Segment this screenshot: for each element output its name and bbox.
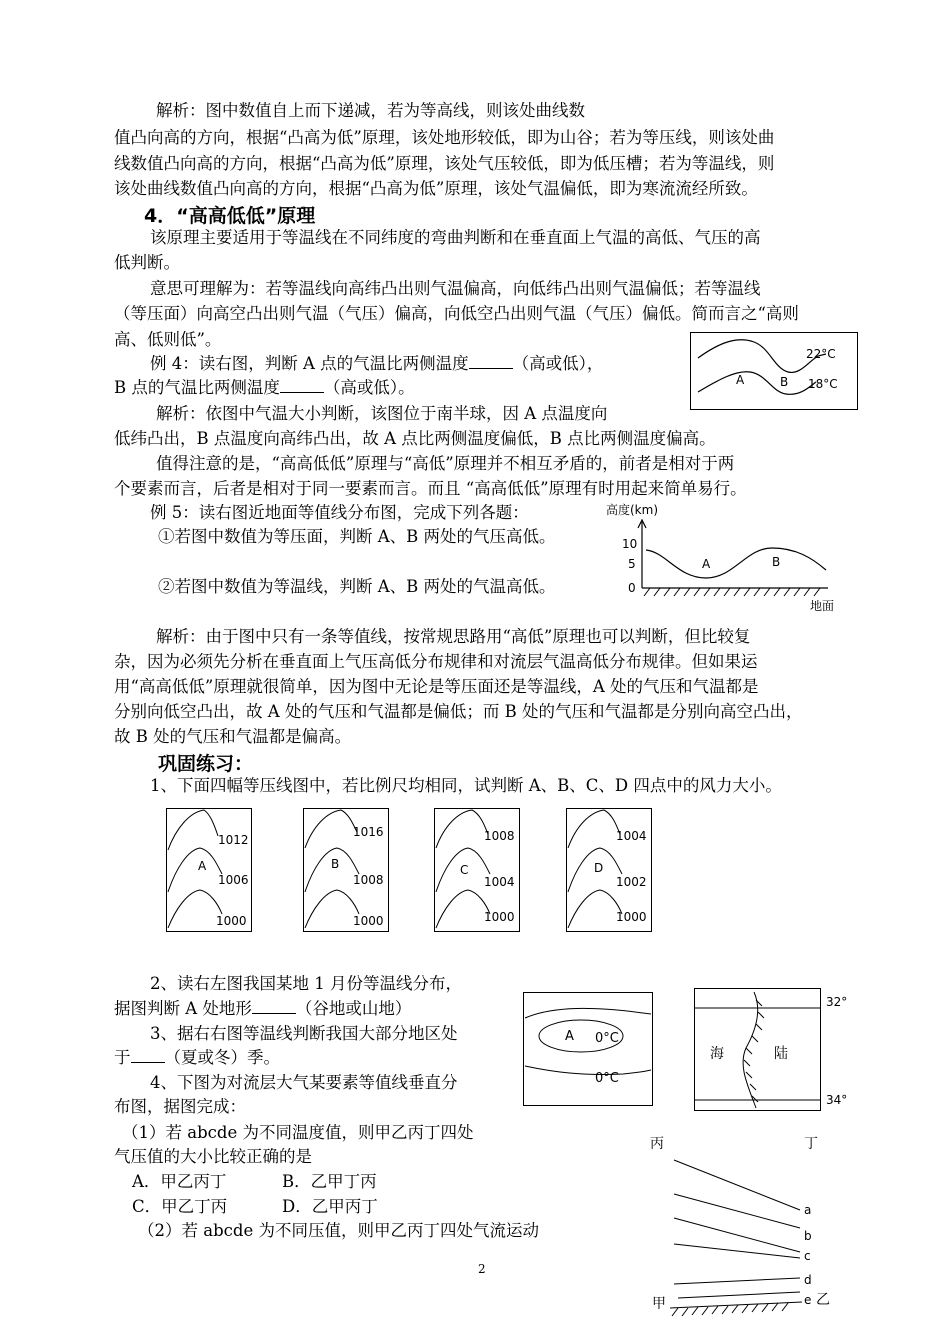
question-line: 布图，据图完成： [114, 1097, 246, 1116]
svg-text:海: 海 [710, 1046, 724, 1062]
svg-text:1006: 1006 [218, 873, 249, 887]
example-line: B 点的气温比两侧温度 （高或低）。 [114, 378, 415, 397]
svg-text:B: B [331, 857, 340, 871]
svg-text:1004: 1004 [484, 875, 515, 889]
question-line: （1）若 abcde 为不同温度值，则甲乙丙丁四处 [122, 1123, 474, 1142]
svg-text:1012: 1012 [218, 833, 249, 847]
isotherm-figure [690, 332, 858, 410]
page-number: 2 [478, 1262, 486, 1276]
svg-text:A: A [198, 859, 207, 873]
text-line: 个要素而言，后者是相对于同一要素而言。而且 “高高低低”原理有时用起来简单易行。 [114, 479, 747, 498]
svg-text:1000: 1000 [353, 914, 384, 928]
temp-label: 22°C [806, 347, 836, 361]
question-line: ②若图中数值为等温线，判断 A、B 两处的气温高低。 [158, 577, 556, 596]
text-line: 分别向低空凸出，故 A 处的气压和气温都是偏低；而 B 处的气压和气温都是分别向高空凸出， [114, 702, 803, 721]
answer-blank[interactable] [469, 354, 513, 369]
answer-blank[interactable] [131, 1048, 165, 1063]
svg-text:甲: 甲 [652, 1296, 666, 1312]
text-line: （等压面）向高空凸出则气温（气压）偏高，向低空凸出则气温（气压）偏低。简而言之“高则 [114, 304, 799, 323]
vertical-isoline-figure [648, 1132, 838, 1332]
height-isoline-figure [606, 500, 856, 615]
svg-text:34°: 34° [826, 1093, 848, 1107]
option-c[interactable]: C．甲乙丁丙 [132, 1197, 228, 1216]
temp-label: 18°C [808, 377, 838, 391]
isobar-map-c [434, 808, 520, 932]
isobar-map-b [303, 808, 389, 932]
question-line: 于 （夏或冬）季。 [114, 1048, 280, 1067]
point-label: B [772, 555, 781, 569]
svg-text:32°: 32° [826, 995, 848, 1009]
point-label: B [780, 375, 789, 389]
svg-text:c: c [804, 1249, 811, 1263]
question-line: 气压值的大小比较正确的是 [114, 1147, 312, 1166]
coast-figure [694, 986, 854, 1116]
svg-text:1016: 1016 [353, 825, 384, 839]
svg-text:乙: 乙 [816, 1292, 830, 1308]
question-line: 4、下图为对流层大气某要素等值线垂直分 [150, 1073, 458, 1092]
question-line: （2）若 abcde 为不同压值，则甲乙丙丁四处气流运动 [138, 1221, 539, 1240]
svg-text:A: A [565, 1029, 574, 1044]
option-d[interactable]: D．乙甲丙丁 [282, 1197, 378, 1216]
question-line: 2、读右左图我国某地 1 月份等温线分布， [150, 974, 462, 993]
y-tick: 5 [628, 557, 636, 571]
y-tick: 10 [622, 537, 638, 551]
question-line: 3、据右右图等温线判断我国大部分地区处 [150, 1024, 458, 1043]
question-line: ①若图中数值为等压面，判断 A、B 两处的气压高低。 [158, 527, 556, 546]
svg-text:1002: 1002 [616, 875, 647, 889]
svg-text:1000: 1000 [616, 910, 647, 924]
text-line: 解析：依图中气温大小判断，该图位于南半球，因 A 点温度向 [156, 404, 608, 423]
svg-text:陆: 陆 [774, 1046, 788, 1062]
text-line: 意思可理解为：若等温线向高纬凸出则气温偏高，向低纬凸出则气温偏低；若等温线 [150, 279, 761, 298]
answer-blank[interactable] [252, 999, 296, 1014]
question-line: 据图判断 A 处地形 （谷地或山地） [114, 999, 412, 1018]
svg-text:1000: 1000 [216, 914, 247, 928]
text-line: 值凸向高的方向，根据“凸高为低”原理，该处地形较低，即为山谷；若为等压线，则该处曲 [114, 128, 775, 147]
svg-text:a: a [804, 1203, 812, 1217]
isobar-map-d [566, 808, 652, 932]
text-line: 高、低则低”。 [114, 330, 222, 349]
svg-text:1008: 1008 [353, 873, 384, 887]
svg-text:d: d [804, 1273, 812, 1287]
text-line: 解析：图中数值自上而下递减，若为等高线，则该处曲线数 [156, 101, 585, 120]
option-a[interactable]: A．甲乙丙丁 [132, 1172, 227, 1191]
question-line: 1、下面四幅等压线图中，若比例尺均相同，试判断 A、B、C、D 四点中的风力大小。 [150, 776, 782, 795]
text-line: 杂，因为必须先分析在垂直面上气压高低分布规律和对流层气温高低分布规律。但如果运 [114, 652, 758, 671]
text-line: 解析：由于图中只有一条等值线，按常规思路用“高低”原理也可以判断，但比较复 [156, 627, 751, 646]
svg-text:D: D [594, 861, 604, 875]
answer-blank[interactable] [280, 378, 324, 393]
svg-text:丁: 丁 [804, 1136, 818, 1152]
text-line: 用“高高低低”原理就很简单，因为图中无论是等压面还是等温线，A 处的气压和气温都是 [114, 677, 759, 696]
svg-text:e: e [804, 1293, 812, 1307]
y-tick: 0 [628, 581, 636, 595]
y-axis-label: 高度(km) [606, 503, 659, 517]
text-line: 该处曲线数值凸向高的方向，根据“凸高为低”原理，该处气温偏低，即为寒流流经所致。 [114, 179, 758, 198]
svg-text:C: C [460, 863, 469, 877]
text-line: 例 5：读右图近地面等值线分布图，完成下列各题： [150, 503, 529, 522]
isobar-map-a [166, 808, 252, 932]
option-b[interactable]: B．乙甲丁丙 [282, 1172, 377, 1191]
text-line: 值得注意的是，“高高低低”原理与“高低”原理并不相互矛盾的，前者是相对于两 [156, 454, 735, 473]
section-heading: 4．“高高低低”原理 [144, 205, 316, 227]
svg-text:1004: 1004 [616, 829, 647, 843]
example-line: 例 4：读右图，判断 A 点的气温比两侧温度 （高或低）， [150, 354, 604, 373]
ground-label: 地面 [810, 599, 835, 613]
text-line: 低纬凸出，B 点温度向高纬凸出，故 A 点比两侧温度偏低，B 点比两侧温度偏高。 [114, 429, 716, 448]
svg-text:1000: 1000 [484, 910, 515, 924]
text-line: 低判断。 [114, 253, 180, 272]
practice-heading: 巩固练习： [158, 753, 254, 775]
isotherm-map-figure [523, 992, 653, 1106]
svg-text:0°C: 0°C [595, 1071, 619, 1086]
svg-text:0°C: 0°C [595, 1031, 619, 1046]
point-label: A [736, 373, 745, 387]
svg-text:1008: 1008 [484, 829, 515, 843]
text-line: 该原理主要适用于等温线在不同纬度的弯曲判断和在垂直面上气温的高低、气压的高 [150, 228, 761, 247]
text-line: 故 B 处的气压和气温都是偏高。 [114, 727, 352, 746]
svg-text:丙: 丙 [650, 1136, 664, 1152]
svg-text:b: b [804, 1229, 812, 1243]
point-label: A [702, 557, 711, 571]
text-line: 线数值凸向高的方向，根据“凸高为低”原理，该处气压较低，即为低压槽；若为等温线，则 [114, 154, 775, 173]
